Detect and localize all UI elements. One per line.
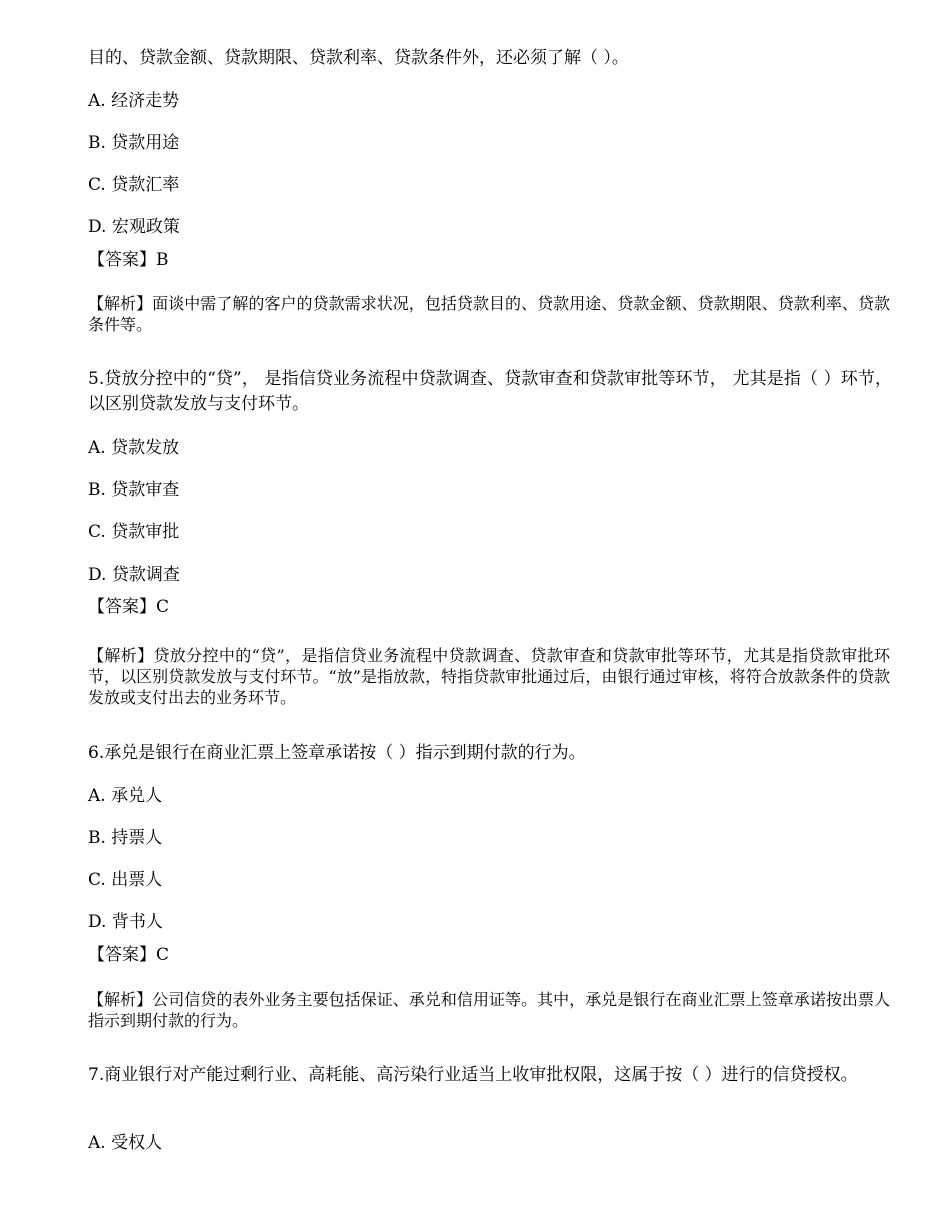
question-4-explanation: 【解析】面谈中需了解的客户的贷款需求状况，包括贷款目的、贷款用途、贷款金额、贷款期限、贷款利率、贷款条件等。 xyxy=(88,294,890,334)
question-6-stem: 6.承兑是银行在商业汇票上签章承诺按（ ）指示到期付款的行为。 xyxy=(88,743,586,763)
question-5-option-a: A. 贷款发放 xyxy=(88,438,180,458)
question-6-answer: 【答案】C xyxy=(88,945,170,965)
question-5-explanation: 【解析】贷放分控中的“贷”，是指信贷业务流程中贷款调查、贷款审查和贷款审批等环节，尤其是指贷款审批环节，以区别贷款发放与支付环节。“放”是指放款，特指贷款审批通过后，由银行通过审核，将符合放款条件的贷款发放或支付出去的业务环节。 xyxy=(88,646,890,707)
question-7-option-a: A. 受权人 xyxy=(88,1133,163,1153)
question-4-option-d: D. 宏观政策 xyxy=(88,217,180,237)
question-4-option-a: A. 经济走势 xyxy=(88,91,180,111)
question-5-option-d: D. 贷款调查 xyxy=(88,565,180,585)
question-7-stem: 7.商业银行对产能过剩行业、高耗能、高污染行业适当上收审批权限，这属于按（ ）进行的信贷授权。 xyxy=(88,1065,858,1085)
question-5-option-c: C. 贷款审批 xyxy=(88,522,180,542)
question-5-option-b: B. 贷款审查 xyxy=(88,480,180,500)
question-6-explanation: 【解析】公司信贷的表外业务主要包括保证、承兑和信用证等。其中，承兑是银行在商业汇票上签章承诺按出票人指示到期付款的行为。 xyxy=(88,990,890,1030)
question-6-option-c: C. 出票人 xyxy=(88,870,163,890)
question-5-stem: 5.贷放分控中的“贷”， 是指信贷业务流程中贷款调查、贷款审查和贷款审批等环节， 尤其是指（ ）环节，以区别贷款发放与支付环节。 xyxy=(88,369,892,414)
question-6-option-a: A. 承兑人 xyxy=(88,786,163,806)
question-5-answer: 【答案】C xyxy=(88,597,170,617)
question-6-option-b: B. 持票人 xyxy=(88,828,163,848)
question-4-option-c: C. 贷款汇率 xyxy=(88,175,180,195)
question-4-option-b: B. 贷款用途 xyxy=(88,133,180,153)
question-4-answer: 【答案】B xyxy=(88,250,169,270)
question-4-stem-continued: 目的、贷款金额、贷款期限、贷款利率、贷款条件外，还必须了解（ ）。 xyxy=(88,48,629,68)
question-6-option-d: D. 背书人 xyxy=(88,912,163,932)
